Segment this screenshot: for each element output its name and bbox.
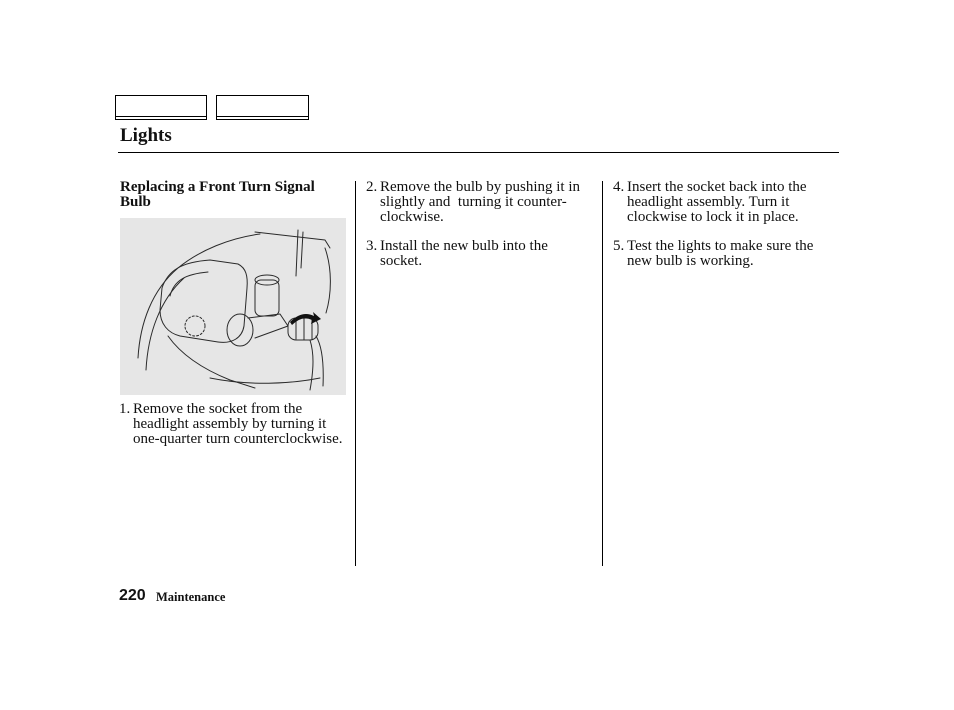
bulb-holder xyxy=(227,314,253,346)
column-divider-2 xyxy=(602,181,603,566)
footer-section-name: Maintenance xyxy=(156,590,226,604)
step-number: 4. xyxy=(613,179,625,195)
wire-secondary xyxy=(310,340,313,390)
hood-edge xyxy=(255,232,330,248)
step-text-line: Remove the bulb by pushing it in xyxy=(380,179,580,195)
step-text-line: socket. xyxy=(380,253,423,269)
step-1 xyxy=(119,402,343,447)
step-text-line: Insert the socket back into the xyxy=(627,179,807,195)
step-number: 1. xyxy=(119,401,131,417)
nav-tab-left[interactable] xyxy=(115,95,207,120)
housing-lower-edge xyxy=(168,336,255,388)
socket-ribs xyxy=(296,318,312,340)
step-number: 2. xyxy=(366,179,378,195)
title-rule xyxy=(118,152,839,153)
illustration-drawing xyxy=(120,218,346,395)
nav-tab-right[interactable] xyxy=(216,95,309,120)
step-number: 3. xyxy=(366,238,378,254)
step-text-line: clockwise. xyxy=(380,209,444,225)
headlight-lens-inner xyxy=(170,272,208,296)
step-text-line: one-quarter turn counterclockwise. xyxy=(133,431,343,447)
step-text-line: Install the new bulb into the xyxy=(380,238,548,254)
page-title: Lights xyxy=(120,125,172,146)
step-text-line: Remove the socket from the xyxy=(133,401,303,417)
step-text-line: new bulb is working. xyxy=(627,253,754,269)
step-2 xyxy=(366,180,580,225)
column-divider-1 xyxy=(355,181,356,566)
dashed-detail-circle xyxy=(185,316,205,336)
step-3 xyxy=(366,239,548,269)
section-heading-line: Bulb xyxy=(120,194,151,210)
step-text-line: Test the lights to make sure the xyxy=(627,238,814,254)
step-5 xyxy=(613,239,813,269)
fender-inner-outline xyxy=(146,278,184,370)
page-number: 220 xyxy=(119,587,146,604)
step-text-line: headlight assembly by turning it xyxy=(133,416,327,432)
step-number: 5. xyxy=(613,238,625,254)
step-text-line: clockwise to lock it in place. xyxy=(627,209,799,225)
frame-right xyxy=(325,248,330,313)
step-text-line: slightly and turning it counter- xyxy=(380,194,567,210)
step-4 xyxy=(613,180,807,225)
section-heading-line: Replacing a Front Turn Signal xyxy=(120,179,315,195)
turn-signal-bulb-illustration xyxy=(120,218,346,395)
section-heading xyxy=(120,180,315,210)
connector xyxy=(248,314,288,338)
step-text-line: headlight assembly. Turn it xyxy=(627,194,790,210)
